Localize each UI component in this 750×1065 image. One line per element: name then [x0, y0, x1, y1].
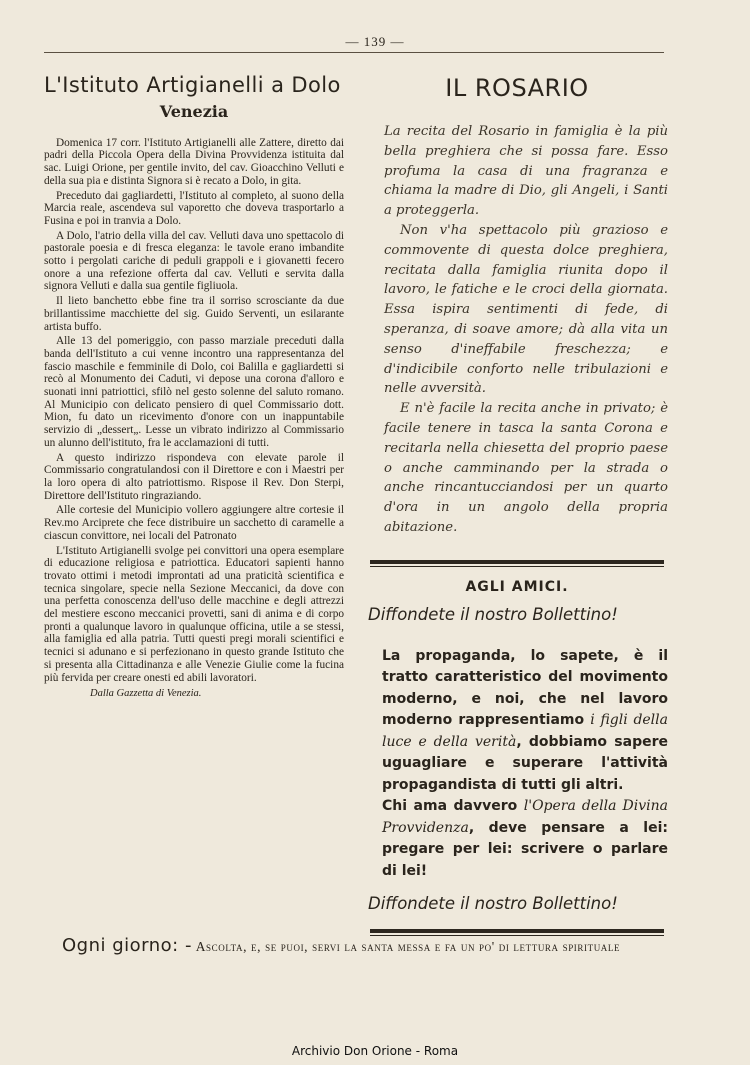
paragraph: Non v'ha spettacolo più grazioso e commovente di questa dolce preghiera, recitata dalla famiglia riunita dopo il lavoro, le fatiche e le croci della giornata. Essa ispira sentimenti di fede, di speranza, di soave amore; dà alla vita un senso d'ineffabile freschezza; e d'indicibile conforto nelle tribulazioni e nelle avversità. [384, 222, 668, 397]
paragraph: Alle 13 del pomeriggio, con passo marziale preceduti dalla banda dell'Istituto a cui venne incontro una rappresentanza del fascio maschile e femminile di Dolo, coi Balilla e gagliardetti si recò al Monumento dei Caduti, vi depose una corona d'alloro e suonati inni patriottici, sfilò nel gesto solenne del saluto romano. Al Municipio con delicato pensiero di quel Commissario dott. Mion, fu dato un ricevimento d'onore con un inappuntabile servizio di „dessert„. Lesse un vibrato indirizzo al Commissario un alunno dell'istituto, fra le acclamazioni di tutti. [44, 335, 344, 449]
paragraph: L'Istituto Artigianelli svolge pei convittori una opera esemplare di educazione religiosa e patriottica. Educatori sapienti hanno trovato ottimi i metodi improntati ad una praticità scientifica e tecnica singolare, specie nella Sezione Meccanici, da dove con una perfetta conoscenza dell'uso delle macchine e degli attrezzi del mestiere escono meccanici provetti, sani di anima e di corpo pronti a qualunque lavoro in qualunque officina, utile a se stessi, alla famiglia ed alla patria. Tutti questi pregi morali scientifici e tecnici si adunano e si perfezionano in questo grande Istituto che si presenta alla Cittadinanza e alle Venezie Giulie come la fucina più fervida per creare onesti ed abili lavoratori. [44, 544, 344, 684]
archive-caption: Archivio Don Orione - Roma [291, 1044, 459, 1058]
paragraph: E n'è facile la recita anche in privato; è facile tenere in tasca la santa Corona e recitarla nella chiesetta del proprio paese o anche camminando per la strada o anche rincantucciandosi per un quarto d'ora in un angolo della propria abitazione. [384, 401, 668, 535]
section-divider [370, 560, 664, 567]
paragraph: Alle cortesie del Municipio vollero aggiungere altre cortesie il Rev.mo Arciprete che fece distribuire un sacchetto di caramelle a ciascun convittore, nei locali del Patronato [44, 504, 344, 542]
text-run: La propaganda, lo sapete, è il tratto caratteristico del movimento moderno, e noi, che nel lavoro moderno rappresentiamo [382, 647, 668, 729]
article-source: Dalla Gazzetta di Venezia. [90, 688, 202, 700]
paragraph [382, 796, 668, 882]
page-number: — 139 — [345, 34, 405, 49]
paragraph: Il lieto banchetto ebbe fine tra il sorriso scrosciante da due brillantissime macchiette del sig. Guido Serventi, un esilarante artista buffo. [44, 295, 344, 333]
article-istituto-artigianelli [44, 72, 344, 701]
text-run-italic: i figli della luce e della verità [382, 712, 668, 750]
footer-note [62, 935, 672, 958]
agli-amici-text [366, 646, 668, 883]
top-divider [44, 52, 664, 53]
slogan-top: Diffondete il nostro Bollettino! [368, 604, 618, 624]
text-run: Chi ama davvero [382, 798, 524, 815]
text-run: , deve pensare a lei: pregare per lei: scrivere o parlare di lei! [382, 819, 668, 879]
paragraph: Domenica 17 corr. l'Istituto Artigianelli alle Zattere, diretto dai padri della Piccola Opera della Divina Provvidenza istituita dal sac. Luigi Orione, per gentile invito, del cav. Gioacchino Velluti e della sua pia e distinta Signora si è recato a Dolo, in gita. [44, 136, 344, 187]
article-title: L'Istituto Artigianelli a Dolo [44, 73, 341, 97]
rosario-title: IL ROSARIO [445, 74, 589, 102]
paragraph: A Dolo, l'atrio della villa del cav. Velluti dava uno spettacolo di pastorale poesia e di fresca eleganza: le tavole erano imbandite sotto i pergolati cariche di peduli grappoli e i giovanetti fecero onore a una refezione offerta dal cav. Velluti e servita dalla signora Velluti e dalla sua gentile figliuola. [44, 229, 344, 293]
footer-text: Ascolta, e, se puoi, servi la santa messa e fa un po' di lettura spirituale [195, 939, 621, 954]
slogan-bottom: Diffondete il nostro Bollettino! [368, 894, 618, 914]
text-run-italic: l'Opera della Divina Provvidenza [382, 798, 668, 836]
paragraph [382, 646, 668, 797]
text-run: , dobbiamo sapere uguagliare e superare l'attività propagandista di tutti gli altri. [382, 733, 668, 793]
agli-amici-heading: AGLI AMICI. [465, 578, 569, 595]
rosario-article [366, 122, 668, 538]
right-column [366, 72, 668, 936]
paragraph: La recita del Rosario in famiglia è la più bella preghiera che si possa fare. Esso profuma la casa di una fragranza e chiama la madre di Dio, gli Angeli, i Santi a proteggerla. [384, 124, 668, 219]
footer-label: Ogni giorno: - [62, 935, 192, 956]
article-subtitle: Venezia [159, 102, 229, 121]
paragraph: A questo indirizzo rispondeva con elevate parole il Commissario congratulandosi con il Direttore e con i Maestri per la loro opera di alto patriottismo. Rispose il Rev. Don Sterpi, Direttore dell'Istituto ringraziando. [44, 451, 344, 502]
paragraph: Preceduto dai gagliardetti, l'Istituto al completo, al suono della Marcia reale, ascendeva sul vaporetto che doveva trasportarlo a Fusina e poi in tranvia a Dolo. [44, 189, 344, 227]
